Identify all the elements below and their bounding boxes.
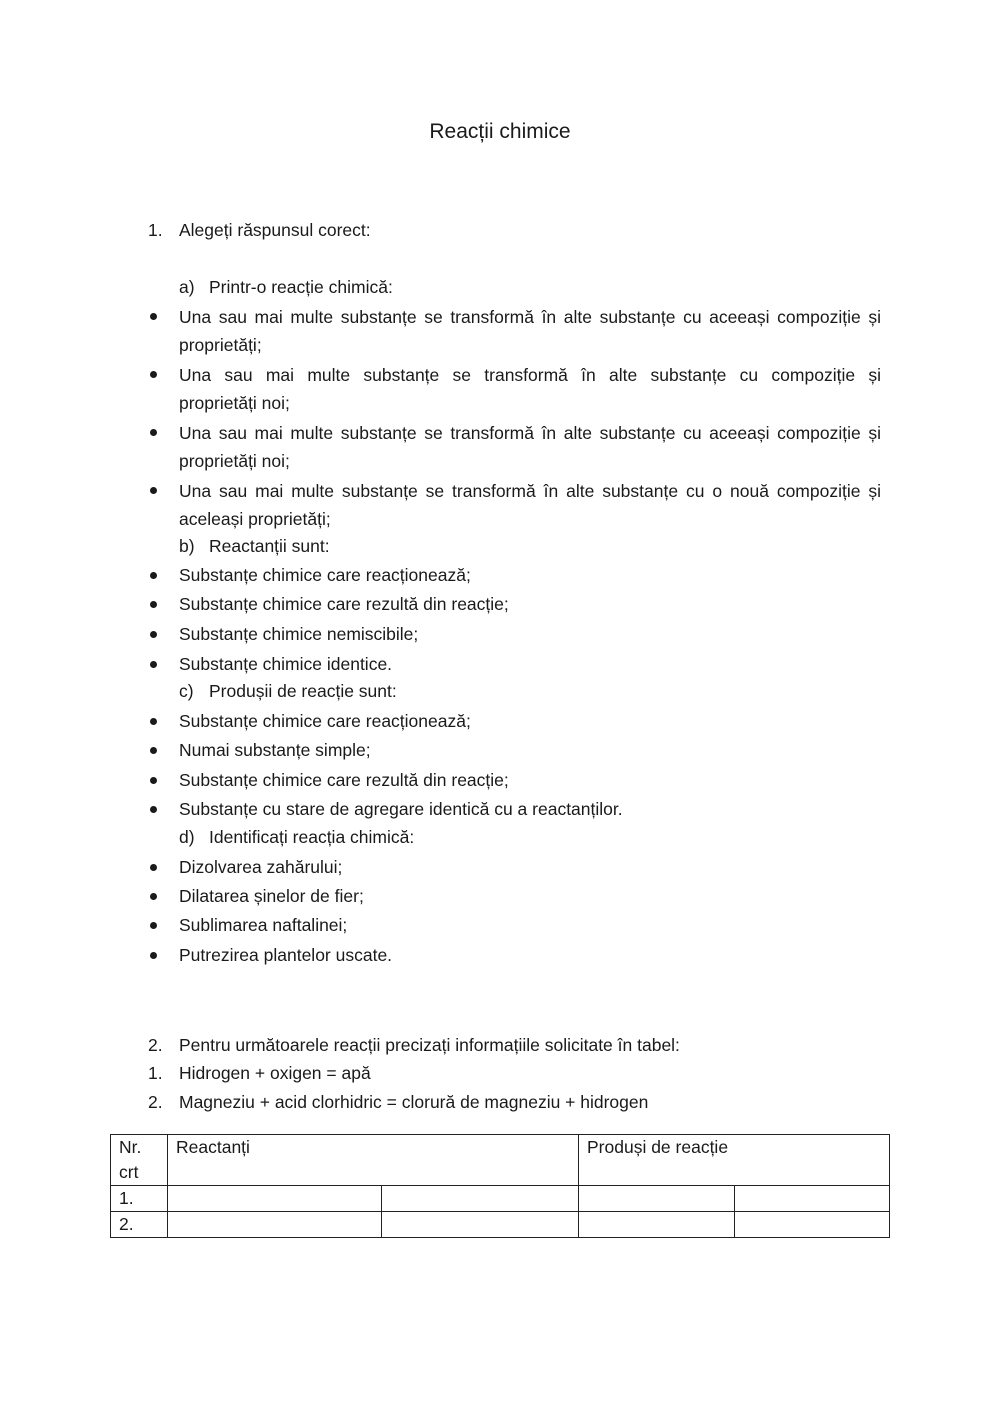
option-b4: Substanțe chimice identice. (179, 654, 393, 674)
reactant-cell[interactable] (168, 1212, 382, 1238)
bullet-icon (150, 487, 157, 494)
bullet-icon (150, 601, 157, 608)
product-cell[interactable] (735, 1212, 890, 1238)
subquestion-b-letter: b) (179, 536, 195, 556)
header-reactants: Reactanți (168, 1135, 579, 1186)
reaction-2-text: Magneziu + acid clorhidric = clorură de magneziu + hidrogen (179, 1092, 649, 1112)
option-a1-line1: Una sau mai multe substanțe se transformă în alte substanțe cu aceeași compoziție și (179, 307, 881, 327)
bullet-icon (150, 371, 157, 378)
subquestion-b-text: Reactanții sunt: (209, 536, 330, 556)
option-d1: Dizolvarea zahărului; (179, 857, 343, 877)
bullet-icon (150, 661, 157, 668)
question-1-text: Alegeți răspunsul corect: (179, 220, 371, 240)
product-cell[interactable] (579, 1212, 735, 1238)
product-cell[interactable] (735, 1186, 890, 1212)
bullet-icon (150, 864, 157, 871)
header-nr-crt (111, 1135, 168, 1186)
reaction-1-number: 1. (148, 1063, 163, 1083)
option-a3-line2: proprietăți noi; (179, 451, 290, 471)
option-c1: Substanțe chimice care reacționează; (179, 711, 471, 731)
bullet-icon (150, 429, 157, 436)
option-c2: Numai substanțe simple; (179, 740, 371, 760)
bullet-icon (150, 893, 157, 900)
subquestion-a-text: Printr-o reacție chimică: (209, 277, 393, 297)
bullet-icon (150, 313, 157, 320)
reaction-2-number: 2. (148, 1092, 163, 1112)
option-a2-line2: proprietăți noi; (179, 393, 290, 413)
option-d2: Dilatarea șinelor de fier; (179, 886, 364, 906)
bullet-icon (150, 777, 157, 784)
question-2-number: 2. (148, 1035, 163, 1055)
option-a1-line2: proprietăți; (179, 335, 262, 355)
option-c4: Substanțe cu stare de agregare identică cu a reactanților. (179, 799, 623, 819)
table-row (111, 1212, 890, 1238)
bullet-icon (150, 631, 157, 638)
row-number: 2. (111, 1212, 168, 1238)
subquestion-a-letter: a) (179, 277, 195, 297)
option-a4-line1: Una sau mai multe substanțe se transformă în alte substanțe cu o nouă compoziție și (179, 481, 881, 501)
bullet-icon (150, 806, 157, 813)
header-nr-line2: crt (119, 1162, 139, 1182)
reactant-cell[interactable] (382, 1212, 579, 1238)
header-products: Produși de reacție (579, 1135, 890, 1186)
option-c3: Substanțe chimice care rezultă din reacție; (179, 770, 509, 790)
header-nr-line1: Nr. (119, 1137, 142, 1157)
reaction-1-text: Hidrogen + oxigen = apă (179, 1063, 371, 1083)
option-d3: Sublimarea naftalinei; (179, 915, 348, 935)
row-number: 1. (111, 1186, 168, 1212)
table-row (111, 1186, 890, 1212)
option-a4-line2: aceleași proprietăți; (179, 509, 331, 529)
bullet-icon (150, 952, 157, 959)
reactant-cell[interactable] (168, 1186, 382, 1212)
answer-table (110, 1134, 890, 1238)
product-cell[interactable] (579, 1186, 735, 1212)
reactant-cell[interactable] (382, 1186, 579, 1212)
table-header-row (111, 1135, 890, 1186)
option-b1: Substanțe chimice care reacționează; (179, 565, 471, 585)
bullet-icon (150, 922, 157, 929)
subquestion-d-text: Identificați reacția chimică: (209, 827, 415, 847)
bullet-icon (150, 747, 157, 754)
subquestion-d-letter: d) (179, 827, 195, 847)
bullet-icon (150, 572, 157, 579)
question-2-text: Pentru următoarele reacții precizați informațiile solicitate în tabel: (179, 1035, 680, 1055)
page-title: Reacții chimice (429, 120, 571, 143)
option-d4: Putrezirea plantelor uscate. (179, 945, 393, 965)
question-1-number: 1. (148, 220, 163, 240)
option-a3-line1: Una sau mai multe substanțe se transformă în alte substanțe cu aceeași compoziție și (179, 423, 881, 443)
option-b3: Substanțe chimice nemiscibile; (179, 624, 419, 644)
subquestion-c-text: Produșii de reacție sunt: (209, 681, 397, 701)
option-a2-line1: Una sau mai multe substanțe se transformă în alte substanțe cu compoziție și (179, 365, 881, 385)
bullet-icon (150, 718, 157, 725)
subquestion-c-letter: c) (179, 681, 194, 701)
option-b2: Substanțe chimice care rezultă din reacție; (179, 594, 509, 614)
